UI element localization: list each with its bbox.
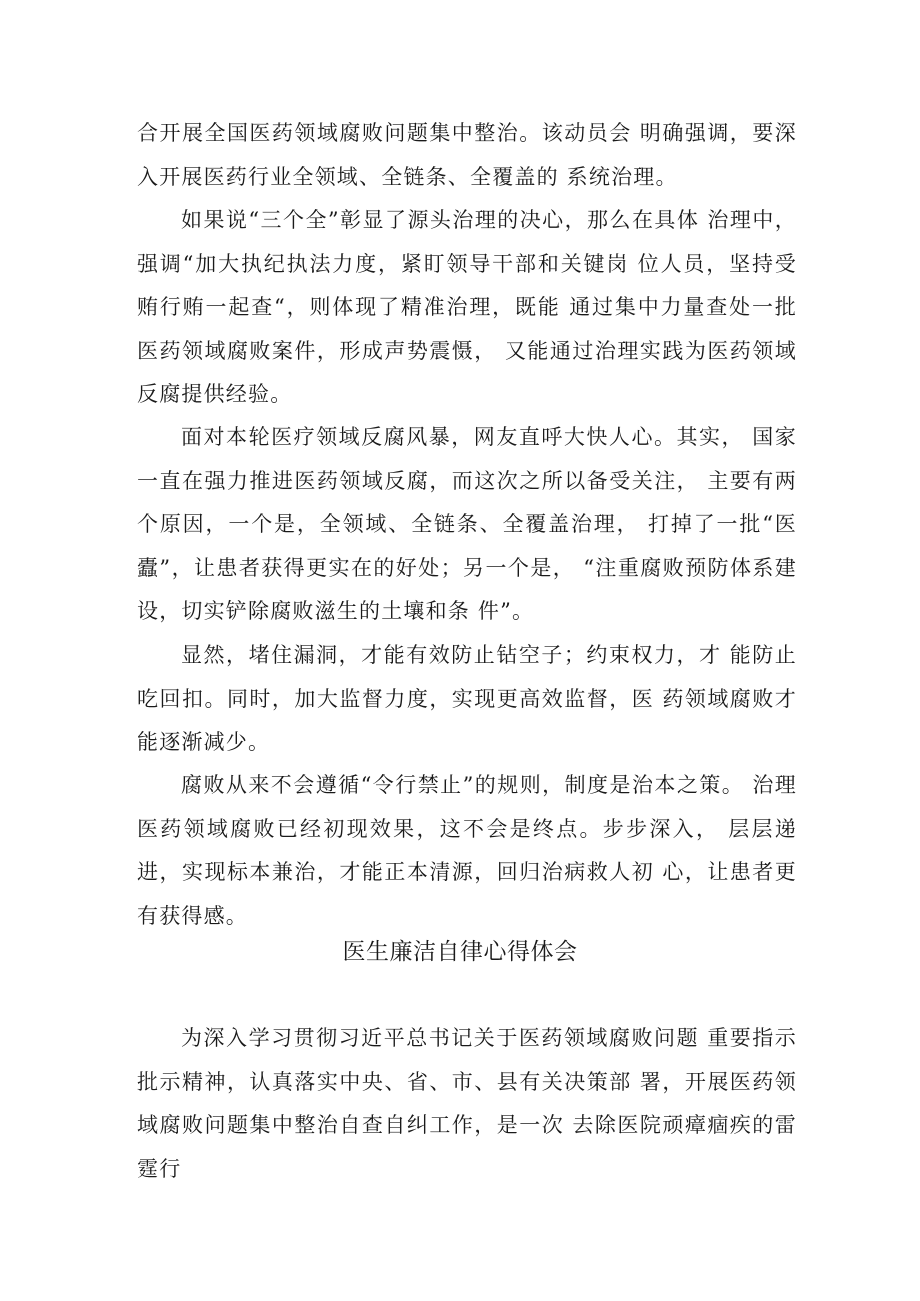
paragraph-anti-corruption-storm: 面对本轮医疗领域反腐风暴，网友直呼大快人心。其实， 国家一直在强力推进医药领域反腐，而这次之所以备受关注， 主要有两个原因，一个是，全领域、全链条、全覆盖治理， 打掉了一批“医蠹”，让患者获得更实在的好处；另一个是， “注重腐败预防体系建设，切实铲除腐败滋生的土壤和条 件”。 [137,425,797,623]
paragraph-continuation: 合开展全国医药领域腐败问题集中整治。该动员会 明确强调，要深入开展医药行业全领域、全链条、全覆盖的 系统治理。 [137,121,797,189]
paragraph-section-intro: 为深入学习贯彻习近平总书记关于医药领域腐败问题 重要指示批示精神，认真落实中央、省、市、县有关决策部 署，开展医药领域腐败问题集中整治自查自纠工作，是一次 去除医院顽瘴痼疾的雷霆行 [137,1026,797,1181]
paragraph-three-comprehensive: 如果说“三个全”彰显了源头治理的决心，那么在具体 治理中，强调“加大执纪执法力度，紧盯领导干部和关键岗 位人员，坚持受贿行贿一起查“，则体现了精准治理，既能 通过集中力量查处一批医药领域腐败案件，形成声势震慑， 又能通过治理实践为医药领域反腐提供经验。 [137,208,797,406]
paragraph-plug-loopholes: 显然，堵住漏洞，才能有效防止钻空子；约束权力，才 能防止吃回扣。同时，加大监督力度，实现更高效监督，医 药领域腐败才能逐渐减少。 [137,643,797,754]
section-title: 医生廉洁自律心得体会 [342,939,578,965]
paragraph-institution: 腐败从来不会遵循“令行禁止”的规则，制度是治本之策。 治理医药领域腐败已经初现效果，这不会是终点。步步深入， 层层递进，实现标本兼治，才能正本清源，回归治病救人初 心，让患者更有获得感。 [137,773,797,928]
